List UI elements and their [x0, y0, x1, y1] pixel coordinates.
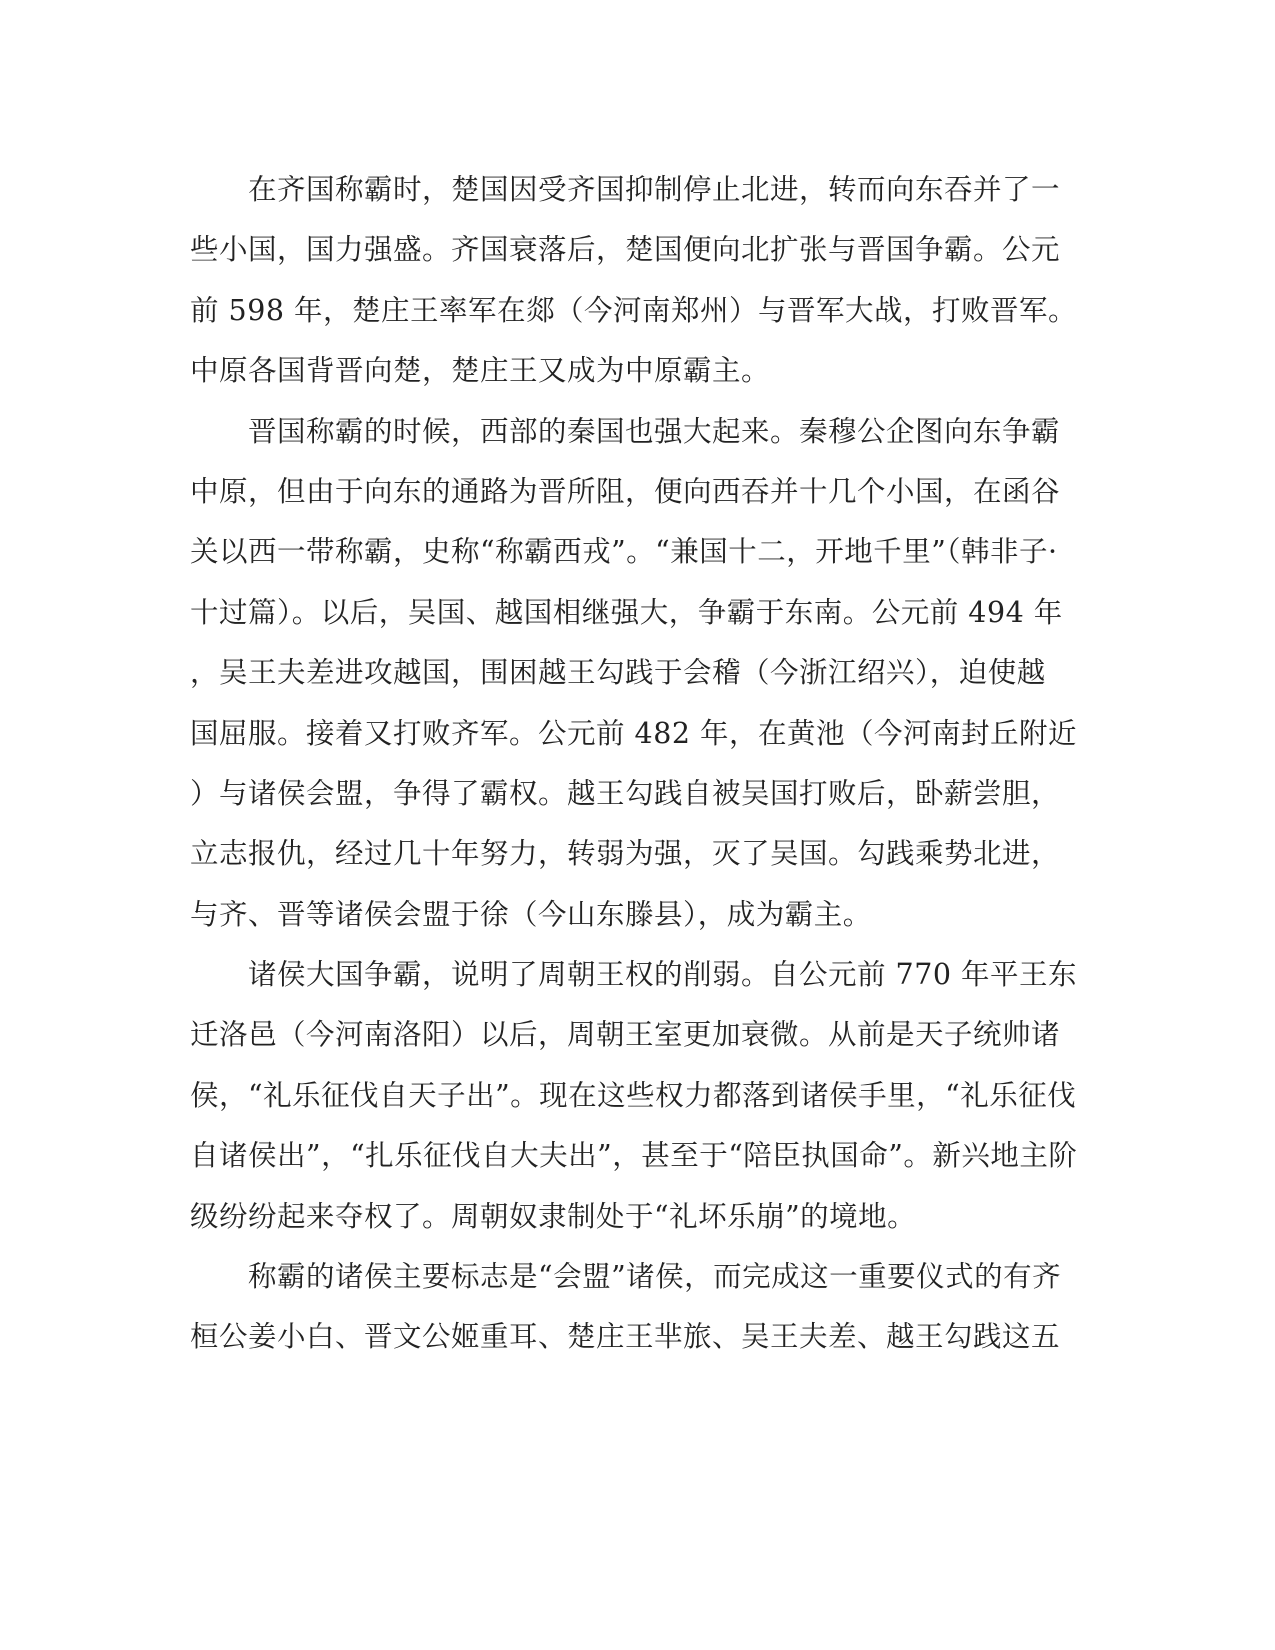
- text-line: 桓公姜小白、晋文公姬重耳、楚庄王芈旅、吴王夫差、越王勾践这五: [190, 1320, 1061, 1354]
- text-line: ）与诸侯会盟，争得了霸权。越王勾践自被吴国打败后，卧薪尝胆，: [190, 776, 1061, 810]
- text-line: 十过篇）。以后，吴国、越国相继强大，争霸于东南。公元前 494 年: [190, 595, 1063, 629]
- text-line: 诸侯大国争霸，说明了周朝王权的削弱。自公元前 770 年平王东: [190, 958, 1078, 992]
- text-line: ，吴王夫差进攻越国，围困越王勾践于会稽（今浙江绍兴），迫使越: [190, 656, 1046, 690]
- text-line: 关以西一带称霸，史称“称霸西戎”。“兼国十二，开地千里”（韩非子·: [190, 535, 1058, 569]
- body-text: [190, 160, 1080, 1368]
- text-line: 中原各国背晋向楚，楚庄王又成为中原霸主。: [190, 354, 771, 388]
- text-line: 国屈服。接着又打败齐军。公元前 482 年，在黄池（今河南封丘附近: [190, 716, 1078, 750]
- text-line: 自诸侯出”，“扎乐征伐自大夫出”，甚至于“陪臣执国命”。新兴地主阶: [190, 1139, 1078, 1173]
- text-line: 侯，“礼乐征伐自天子出”。现在这些权力都落到诸侯手里，“礼乐征伐: [190, 1078, 1077, 1112]
- text-line: 与齐、晋等诸侯会盟于徐（今山东滕县），成为霸主。: [190, 897, 872, 931]
- text-line: 在齐国称霸时，楚国因受齐国抑制停止北进，转而向东吞并了一: [190, 173, 1061, 206]
- text-line: 级纷纷起来夺权了。周朝奴隶制处于“礼坏乐崩”的境地。: [190, 1199, 917, 1233]
- text-line: 立志报仇，经过几十年努力，转弱为强，灭了吴国。勾践乘势北进，: [190, 837, 1061, 871]
- text-line: 晋国称霸的时候，西部的秦国也强大起来。秦穆公企图向东争霸: [190, 414, 1061, 448]
- text-line: 前 598 年，楚庄王率军在郯（今河南郑州）与晋军大战，打败晋军。: [190, 293, 1078, 327]
- text-line: 称霸的诸侯主要标志是“会盟”诸侯，而完成这一重要仪式的有齐: [190, 1260, 1062, 1294]
- text-line: 些小国，国力强盛。齐国衰落后，楚国便向北扩张与晋国争霸。公元: [190, 233, 1061, 267]
- text-line: 迁洛邑（今河南洛阳）以后，周朝王室更加衰微。从前是天子统帅诸: [190, 1018, 1061, 1052]
- text-line: 中原，但由于向东的通路为晋所阻，便向西吞并十几个小国，在函谷: [190, 474, 1061, 508]
